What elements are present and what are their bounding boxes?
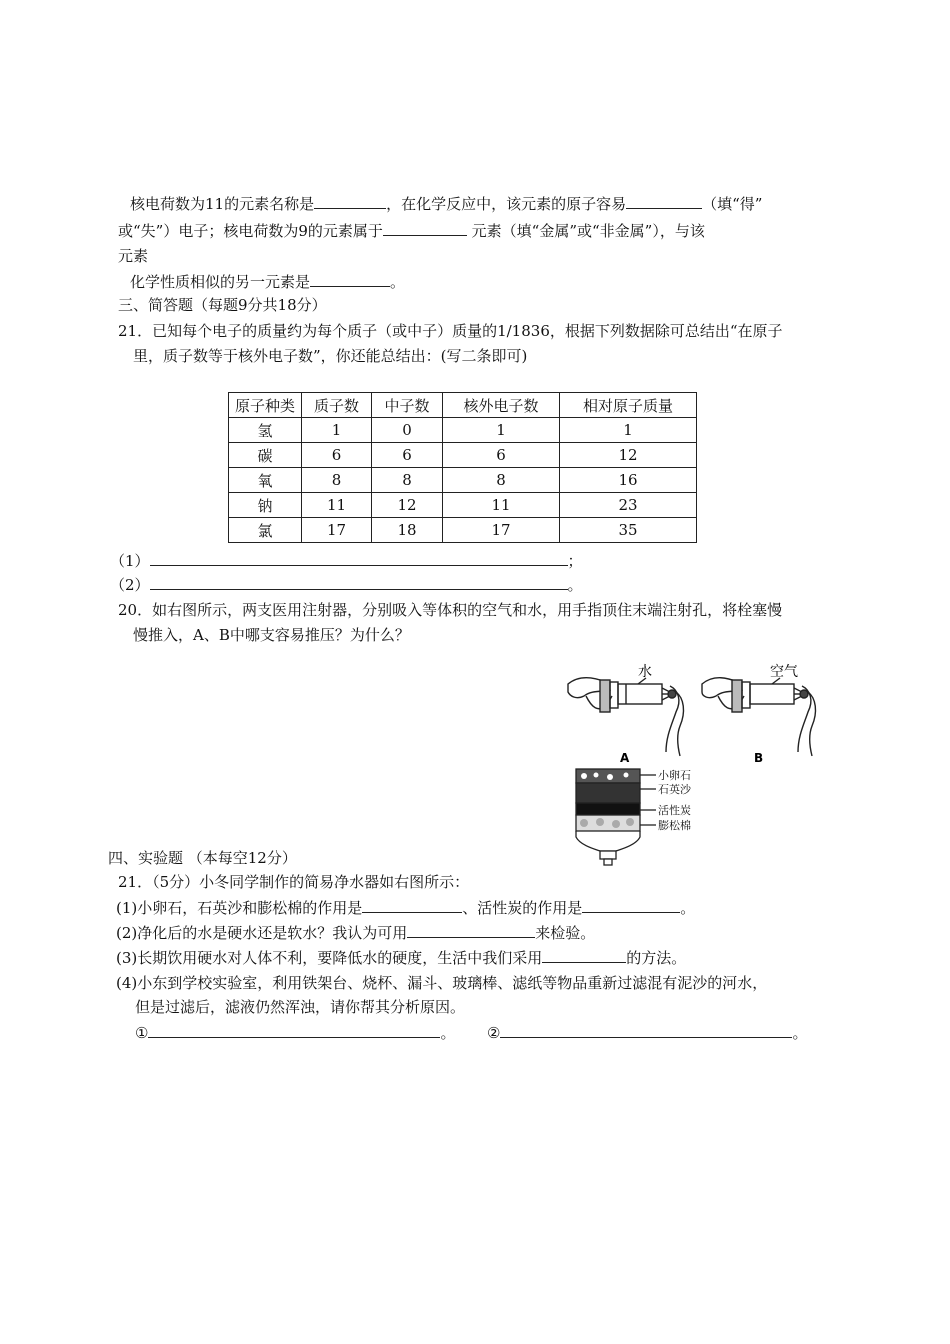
answer-blank[interactable] <box>626 194 702 209</box>
table-cell: 8 <box>302 468 372 493</box>
table-cell: 11 <box>302 493 372 518</box>
table-header-cell: 核外电子数 <box>443 393 560 418</box>
question-part: (3)长期饮用硬水对人体不利，要降低水的硬度，生活中我们采用 的方法。 <box>116 949 687 967</box>
answer-blank[interactable] <box>314 194 386 209</box>
table-header-cell: 原子种类 <box>229 393 302 418</box>
question-text: 慢推入，A、B中哪支容易推压？为什么？ <box>133 626 410 644</box>
syringe-a-illustration <box>568 678 683 756</box>
table-cell: 0 <box>372 418 443 443</box>
question-text: 21．已知每个电子的质量约为每个质子（或中子）质量的1/1836，根据下列数据除可总结出“在原子 <box>118 322 783 340</box>
question-part: (4)小东到学校实验室，利用铁架台、烧杯、漏斗、玻璃棒、滤纸等物品重新过滤混有泥沙的河水， <box>116 974 768 992</box>
answer-blank[interactable] <box>362 898 462 913</box>
question-line: 元素 <box>118 247 149 265</box>
water-filter-figure <box>570 767 720 867</box>
section-heading: 四、实验题 （本每空12分） <box>108 849 297 867</box>
table-row <box>229 443 697 468</box>
question-text: 20．如右图所示，两支医用注射器，分别吸入等体积的空气和水，用手指顶住末端注射孔，将栓塞慢 <box>118 601 783 619</box>
syringe-figure <box>566 656 828 768</box>
question-line: 核电荷数为11的元素名称是 ，在化学反应中，该元素的原子容易 （填“得” <box>130 195 763 213</box>
activated-carbon-layer <box>576 803 640 815</box>
answer-line: ① 。 ② 。 <box>135 1024 808 1042</box>
table-cell: 18 <box>372 518 443 543</box>
table-row <box>229 493 697 518</box>
answer-blank[interactable] <box>500 1023 792 1038</box>
question-text: 21．（5分）小冬同学制作的简易净水器如右图所示： <box>118 873 470 891</box>
atom-data-table <box>228 392 697 543</box>
question-line: 化学性质相似的另一元素是 。 <box>130 273 406 291</box>
label-cotton: 膨松棉 <box>658 819 691 832</box>
table-cell: 1 <box>560 418 697 443</box>
answer-line: （2） 。 <box>110 576 583 594</box>
answer-blank[interactable] <box>310 272 390 287</box>
answer-blank[interactable] <box>150 551 568 566</box>
table-cell: 11 <box>443 493 560 518</box>
quartz-sand-layer <box>576 783 640 803</box>
answer-blank[interactable] <box>150 575 568 590</box>
table-cell: 35 <box>560 518 697 543</box>
table-cell: 6 <box>443 443 560 468</box>
answer-blank[interactable] <box>542 948 626 963</box>
table-header-cell: 相对原子质量 <box>560 393 697 418</box>
table-cell: 16 <box>560 468 697 493</box>
table-cell: 6 <box>372 443 443 468</box>
table-cell: 氢 <box>229 418 302 443</box>
table-row <box>229 418 697 443</box>
label-quartz-sand: 石英沙 <box>658 783 691 796</box>
table-cell: 23 <box>560 493 697 518</box>
answer-blank[interactable] <box>407 923 535 938</box>
table-row <box>229 518 697 543</box>
label-b: B <box>754 751 764 765</box>
question-text: 里，质子数等于核外电子数”，你还能总结出：(写二条即可) <box>133 347 528 365</box>
label-pebbles: 小卵石 <box>658 769 691 782</box>
table-header-cell: 中子数 <box>372 393 443 418</box>
table-cell: 氧 <box>229 468 302 493</box>
syringe-b-illustration <box>702 678 815 756</box>
label-activated-carbon: 活性炭 <box>658 804 691 817</box>
table-header-cell: 质子数 <box>302 393 372 418</box>
table-cell: 氯 <box>229 518 302 543</box>
table-cell: 1 <box>443 418 560 443</box>
table-cell: 钠 <box>229 493 302 518</box>
question-line: 或“失”）电子；核电荷数为9的元素属于 元素（填“金属”或“非金属”），与该 <box>118 222 705 240</box>
label-a: A <box>620 751 630 765</box>
answer-blank[interactable] <box>582 898 680 913</box>
table-header-row <box>229 393 697 418</box>
table-cell: 碳 <box>229 443 302 468</box>
answer-blank[interactable] <box>383 221 467 236</box>
table-cell: 17 <box>443 518 560 543</box>
table-cell: 6 <box>302 443 372 468</box>
table-cell: 8 <box>372 468 443 493</box>
label-water: 水 <box>638 664 652 680</box>
label-air: 空气 <box>770 664 798 680</box>
section-heading: 三、简答题（每题9分共18分） <box>118 296 327 314</box>
answer-blank[interactable] <box>148 1023 440 1038</box>
table-cell: 12 <box>372 493 443 518</box>
table-cell: 17 <box>302 518 372 543</box>
question-part: (2)净化后的水是硬水还是软水？我认为可用 来检验。 <box>116 924 596 942</box>
table-row <box>229 468 697 493</box>
table-cell: 8 <box>443 468 560 493</box>
table-cell: 12 <box>560 443 697 468</box>
question-part: (1)小卵石，石英沙和膨松棉的作用是 、活性炭的作用是 。 <box>116 899 696 917</box>
table-cell: 1 <box>302 418 372 443</box>
question-part: 但是过滤后，滤液仍然浑浊，请你帮其分析原因。 <box>135 998 466 1016</box>
answer-line: （1） ； <box>110 552 583 570</box>
